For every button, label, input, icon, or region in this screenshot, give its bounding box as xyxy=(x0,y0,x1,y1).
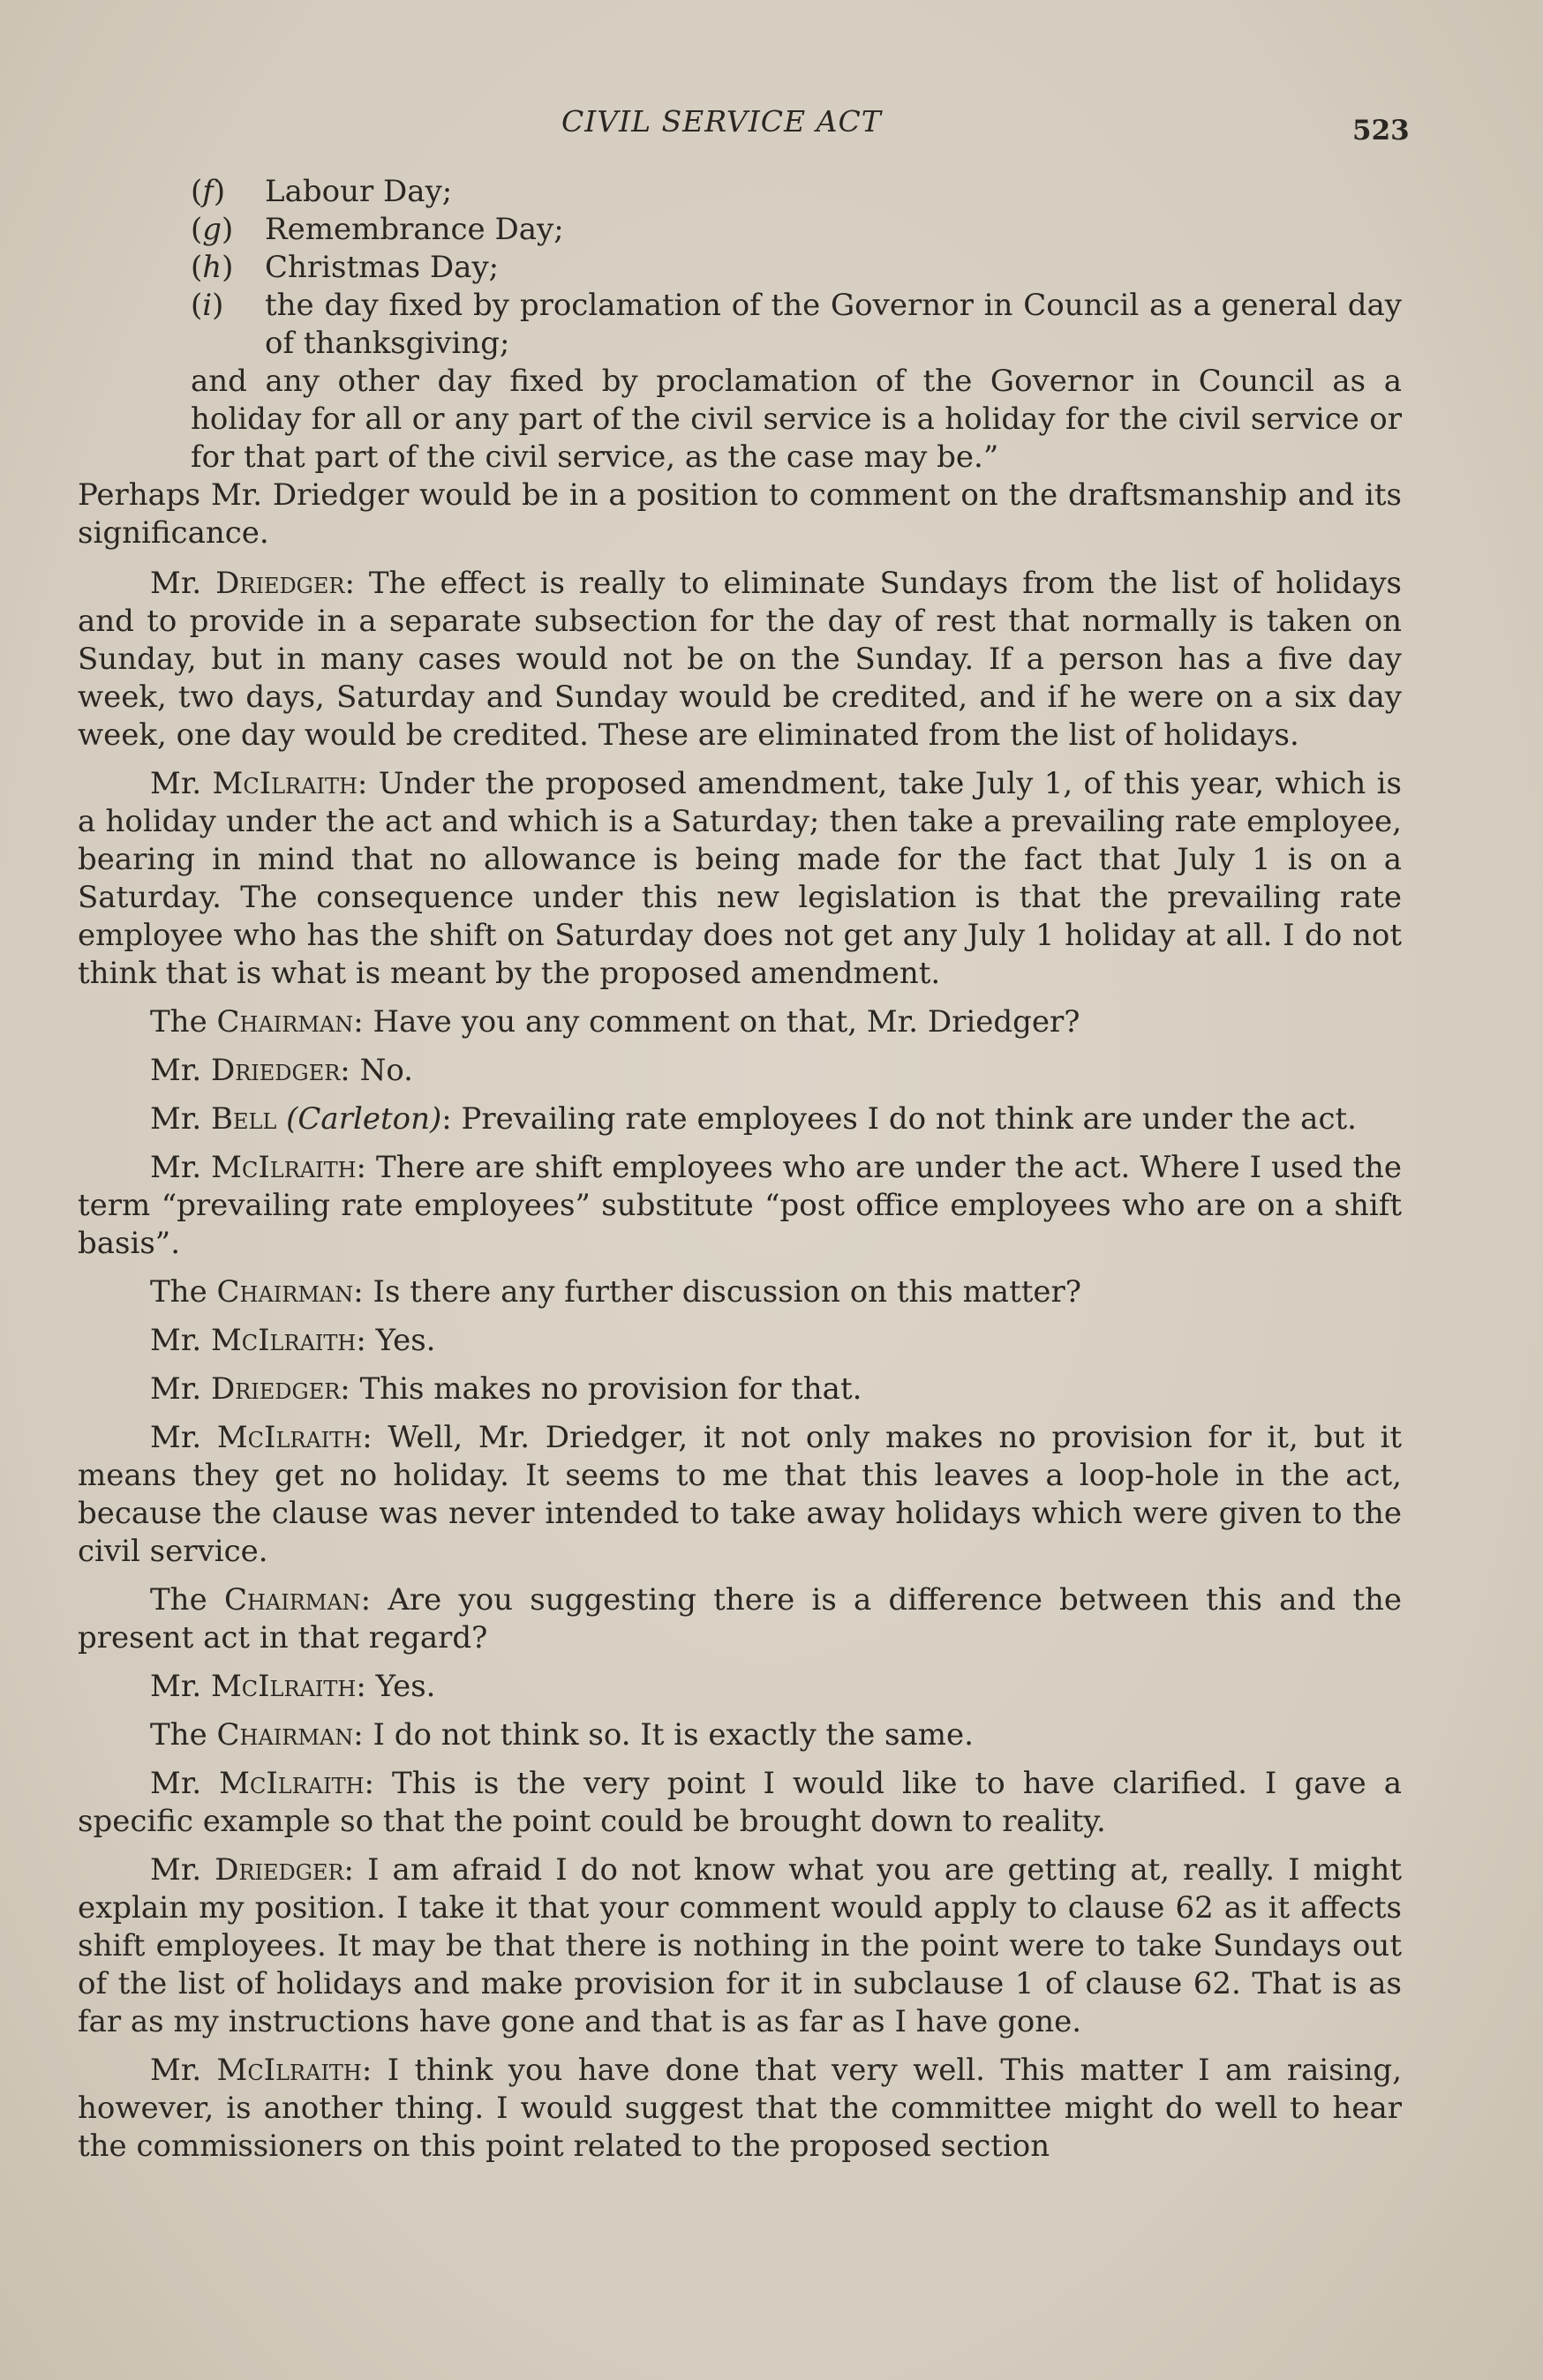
speaker-title: Mr. xyxy=(150,766,202,801)
speech-text: No. xyxy=(359,1053,413,1088)
speech-text: This makes no provision for that. xyxy=(359,1371,862,1407)
speech-paragraph xyxy=(78,1149,1402,1263)
speech-paragraph xyxy=(78,1322,1402,1360)
list-marker: (f) xyxy=(191,174,226,209)
speech-text: Have you any comment on that, Mr. Driedger? xyxy=(373,1004,1080,1040)
speaker-label: Mr. McIlraith: xyxy=(150,1150,377,1185)
speaker-title: Mr. xyxy=(150,1766,202,1801)
speech-paragraph xyxy=(78,2052,1402,2166)
speaker-title: The xyxy=(150,1582,207,1618)
speaker-name: Driedger xyxy=(210,1053,341,1088)
speech-paragraph xyxy=(78,1003,1402,1041)
speaker-label: Mr. Driedger: xyxy=(150,1053,360,1088)
page-header xyxy=(0,104,1543,148)
speaker-name: McIlraith xyxy=(211,1150,357,1185)
speaker-label: The Chairman: xyxy=(150,1004,373,1040)
speech-text: The effect is really to eliminate Sundays from the list of holidays and to provide in a separate subsection for the day of rest that normally is taken on Sunday, but in many cases would not be on the Sunday. If a person has a five day week, two days, Saturday and Sunday would be credited, and if he were on a six day week, one day would be credited. These are eliminated from the list of holidays. xyxy=(78,566,1402,753)
speech-text: I think you have done that very well. This matter I am raising, however, is another thing. I would suggest that the committee might do well to hear the commissioners on this point related to the proposed section xyxy=(78,2053,1403,2164)
speaker-name: McIlraith xyxy=(210,1323,357,1358)
speaker-name: McIlraith xyxy=(216,2053,362,2088)
speech-text: Yes. xyxy=(375,1669,436,1704)
list-marker: (g) xyxy=(191,212,234,247)
speaker-name: Driedger xyxy=(215,1852,344,1888)
speech-text: Yes. xyxy=(375,1323,436,1358)
speaker-title: Mr. xyxy=(150,1669,202,1704)
speaker-label: Mr. McIlraith: xyxy=(150,1420,388,1455)
speaker-label: Mr. Driedger: xyxy=(150,1852,368,1888)
quoted-continuation: and any other day fixed by proclamation of the Governor in Council as a holiday for all or any part of the civil service is a holiday for the civil service or for that part of the civil service, as the case may be.” xyxy=(191,364,1402,475)
speech-text: Is there any further discussion on this matter? xyxy=(373,1274,1082,1310)
speech-paragraph xyxy=(78,1716,1402,1754)
speech-text: I am afraid I do not know what you are getting at, really. I might explain my position. I take it that your comment would apply to clause 62 as it affects shift employees. It may be that there is nothing in the point were to take Sundays out of the list of holidays and make provision for it in subclause 1 of clause 62. That is as far as my instructions have gone and that is as far as I have gone. xyxy=(78,1852,1402,2039)
list-item xyxy=(78,173,1402,211)
speaker-title: Mr. xyxy=(150,1053,202,1088)
dialogue xyxy=(78,565,1402,2166)
list-item xyxy=(78,211,1402,249)
speaker-title: Mr. xyxy=(150,1101,202,1137)
list-item-text: the day fixed by proclamation of the Governor in Council as a general day of thanksgiving; xyxy=(265,288,1402,361)
speech-paragraph xyxy=(78,1668,1402,1706)
list-item xyxy=(78,287,1402,363)
speaker-label: Mr. McIlraith: xyxy=(150,2053,388,2088)
speaker-name: Driedger xyxy=(215,566,345,601)
list-marker: (i) xyxy=(191,288,224,323)
speaker-label: Mr. McIlraith: xyxy=(150,1669,376,1704)
speaker-label: The Chairman: xyxy=(150,1717,373,1753)
speaker-name: Chairman xyxy=(216,1717,354,1753)
speech-text: There are shift employees who are under the act. Where I used the term “prevailing rate employees” substitute “post office employees who are on a shift basis”. xyxy=(78,1150,1403,1261)
speech-paragraph xyxy=(78,1765,1402,1841)
speech-paragraph xyxy=(78,1370,1402,1408)
speaker-name: Chairman xyxy=(216,1274,354,1310)
speaker-title: Mr. xyxy=(150,1420,202,1455)
speaker-title: Mr. xyxy=(150,2053,202,2088)
speaker-title: Mr. xyxy=(150,1150,202,1185)
list-item-text: Labour Day; xyxy=(265,174,453,209)
speaker-label: Mr. Driedger: xyxy=(150,1371,360,1407)
speaker-title: The xyxy=(150,1004,207,1040)
intro-paragraph: Perhaps Mr. Driedger would be in a position to comment on the draftsmanship and its significance. xyxy=(78,477,1402,551)
speaker-title: Mr. xyxy=(150,1323,202,1358)
speech-paragraph xyxy=(78,1581,1402,1657)
speaker-name: Chairman xyxy=(223,1582,361,1618)
speech-text: I do not think so. It is exactly the same. xyxy=(373,1717,974,1753)
speaker-title: The xyxy=(150,1717,207,1753)
speech-paragraph xyxy=(78,765,1402,993)
list-item-text: Remembrance Day; xyxy=(265,212,564,247)
list-item-text: Christmas Day; xyxy=(265,250,500,285)
speaker-label: The Chairman: xyxy=(150,1274,373,1310)
speech-text: Well, Mr. Driedger, it not only makes no provision for it, but it means they get no holiday. It seems to me that this leaves a loop-hole in the act, because the clause was never intended to take away holidays which were given to the civil service. xyxy=(78,1420,1402,1569)
speech-text: Are you suggesting there is a difference between this and the present act in that regard? xyxy=(78,1582,1403,1655)
speech-text: Under the proposed amendment, take July 1, of this year, which is a holiday under the act and which is a Saturday; then take a prevailing rate employee, bearing in mind that no allowance is being made for the fact that July 1 is on a Saturday. The consequence under this new legislation is that the prevailing rate employee who has the shift on Saturday does not get any July 1 holiday at all. I do not think that is what is meant by the proposed amendment. xyxy=(78,766,1402,991)
speech-text: Prevailing rate employees I do not think are under the act. xyxy=(461,1101,1357,1137)
running-title: CIVIL SERVICE ACT xyxy=(561,104,882,139)
speech-paragraph xyxy=(78,1273,1402,1311)
speaker-label: Mr. Driedger: xyxy=(150,566,369,601)
speaker-name: Driedger xyxy=(210,1371,341,1407)
speaker-name: McIlraith xyxy=(210,1669,357,1704)
body-text xyxy=(78,173,1402,2176)
speaker-label: Mr. Bell (Carleton): xyxy=(150,1101,462,1137)
speaker-label: Mr. McIlraith: xyxy=(150,1766,393,1801)
list-item xyxy=(78,249,1402,287)
speaker-constituency: (Carleton) xyxy=(286,1101,442,1137)
speech-paragraph xyxy=(78,565,1402,755)
speech-paragraph xyxy=(78,1100,1402,1138)
speaker-name: McIlraith xyxy=(216,1420,363,1455)
list-marker: (h) xyxy=(191,250,234,285)
speech-paragraph xyxy=(78,1052,1402,1090)
speech-paragraph xyxy=(78,1419,1402,1571)
speaker-label: Mr. McIlraith: xyxy=(150,766,379,801)
speaker-name: Bell xyxy=(210,1101,277,1137)
speech-paragraph xyxy=(78,1851,1402,2041)
speaker-label: Mr. McIlraith: xyxy=(150,1323,376,1358)
speaker-title: Mr. xyxy=(150,1852,202,1888)
speaker-title: Mr. xyxy=(150,1371,202,1407)
speaker-name: McIlraith xyxy=(212,766,358,801)
speaker-title: Mr. xyxy=(150,566,202,601)
speaker-label: The Chairman: xyxy=(150,1582,388,1618)
speaker-name: Chairman xyxy=(216,1004,354,1040)
page-number: 523 xyxy=(1352,115,1410,146)
speaker-name: McIlraith xyxy=(219,1766,365,1801)
speaker-title: The xyxy=(150,1274,207,1310)
speech-text: This is the very point I would like to have clarified. I gave a specific example so that the point could be brought down to reality. xyxy=(78,1766,1403,1839)
